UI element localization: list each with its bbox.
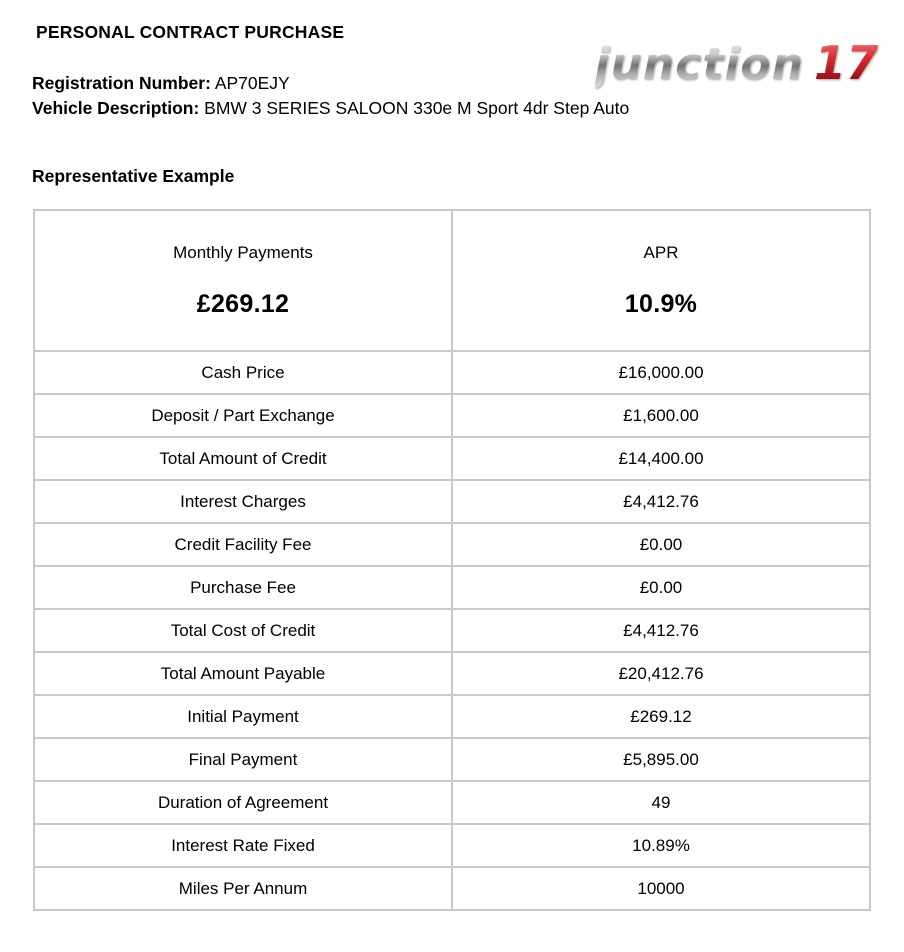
row-value-cell [452,867,870,910]
row-label: Final Payment [188,749,298,769]
row-label: Credit Facility Fee [174,534,312,554]
row-label: Cash Price [201,362,285,382]
row-label: Initial Payment [187,706,299,726]
row-label-cell [34,351,452,394]
monthly-payments-value: £269.12 [196,289,290,318]
apr-value: 10.9% [624,289,698,318]
table-row [34,609,870,652]
row-value-cell [452,480,870,523]
row-value-cell [452,566,870,609]
monthly-payments-label: Monthly Payments [173,242,313,262]
row-label: Deposit / Part Exchange [151,405,335,425]
registration-line [32,71,632,96]
row-value-cell [452,609,870,652]
monthly-payments-cell [34,210,452,351]
row-value-cell [452,695,870,738]
row-value: £16,000.00 [618,362,704,382]
row-value: £14,400.00 [618,448,704,468]
vehicle-description-value: BMW 3 SERIES SALOON 330e M Sport 4dr Step Auto [204,97,630,118]
table-row [34,437,870,480]
logo-number-text: 17 [813,36,878,90]
row-label: Purchase Fee [190,577,296,597]
table-row [34,738,870,781]
table-row [34,824,870,867]
vehicle-description-line [32,96,632,121]
row-label-cell [34,566,452,609]
representative-example-table [33,209,871,911]
row-label: Total Amount Payable [160,663,326,683]
row-label: Miles Per Annum [178,878,308,898]
row-label-cell [34,824,452,867]
row-value: 49 [651,792,671,812]
row-value: £0.00 [639,577,683,597]
row-label-cell [34,652,452,695]
row-value-cell [452,824,870,867]
row-label: Interest Rate Fixed [171,835,315,855]
row-label-cell [34,394,452,437]
table-row [34,652,870,695]
row-label: Interest Charges [180,491,306,511]
row-label-cell [34,480,452,523]
row-value-cell [452,738,870,781]
table-body [34,210,870,910]
table-row [34,867,870,910]
row-label: Total Amount of Credit [159,448,327,468]
row-label-cell [34,695,452,738]
row-label-cell [34,437,452,480]
row-value-cell [452,781,870,824]
row-value: £4,412.76 [623,620,699,640]
junction17-logo [595,36,879,90]
logo-brand-text: junction [594,39,804,90]
row-label-cell [34,523,452,566]
row-value-cell [452,437,870,480]
row-value: £269.12 [630,706,692,726]
row-label-cell [34,609,452,652]
row-value: £5,895.00 [623,749,699,769]
representative-example-heading: Representative Example [32,166,235,186]
row-value: 10.89% [632,835,690,855]
table-row [34,523,870,566]
registration-value: AP70EJY [214,73,290,93]
row-value: £4,412.76 [623,491,699,511]
table-row [34,351,870,394]
row-value: £0.00 [639,534,683,554]
row-value: £1,600.00 [623,405,699,425]
apr-label: APR [643,242,679,262]
apr-cell [452,210,870,351]
row-value-cell [452,394,870,437]
row-label-cell [34,867,452,910]
registration-label: Registration Number: [32,73,211,93]
row-value-cell [452,523,870,566]
table-row [34,781,870,824]
row-value-cell [452,351,870,394]
row-value-cell [452,652,870,695]
vehicle-info-block [32,71,632,120]
row-label-cell [34,781,452,824]
row-label: Duration of Agreement [157,792,329,812]
row-value: £20,412.76 [618,663,704,683]
row-label-cell [34,738,452,781]
vehicle-description-label: Vehicle Description: [32,97,200,118]
table-row [34,566,870,609]
table-row [34,480,870,523]
row-label: Total Cost of Credit [170,620,316,640]
summary-row [34,210,870,351]
table-row [34,695,870,738]
page-title: PERSONAL CONTRACT PURCHASE [36,22,345,42]
row-value: 10000 [637,878,685,898]
table-row [34,394,870,437]
